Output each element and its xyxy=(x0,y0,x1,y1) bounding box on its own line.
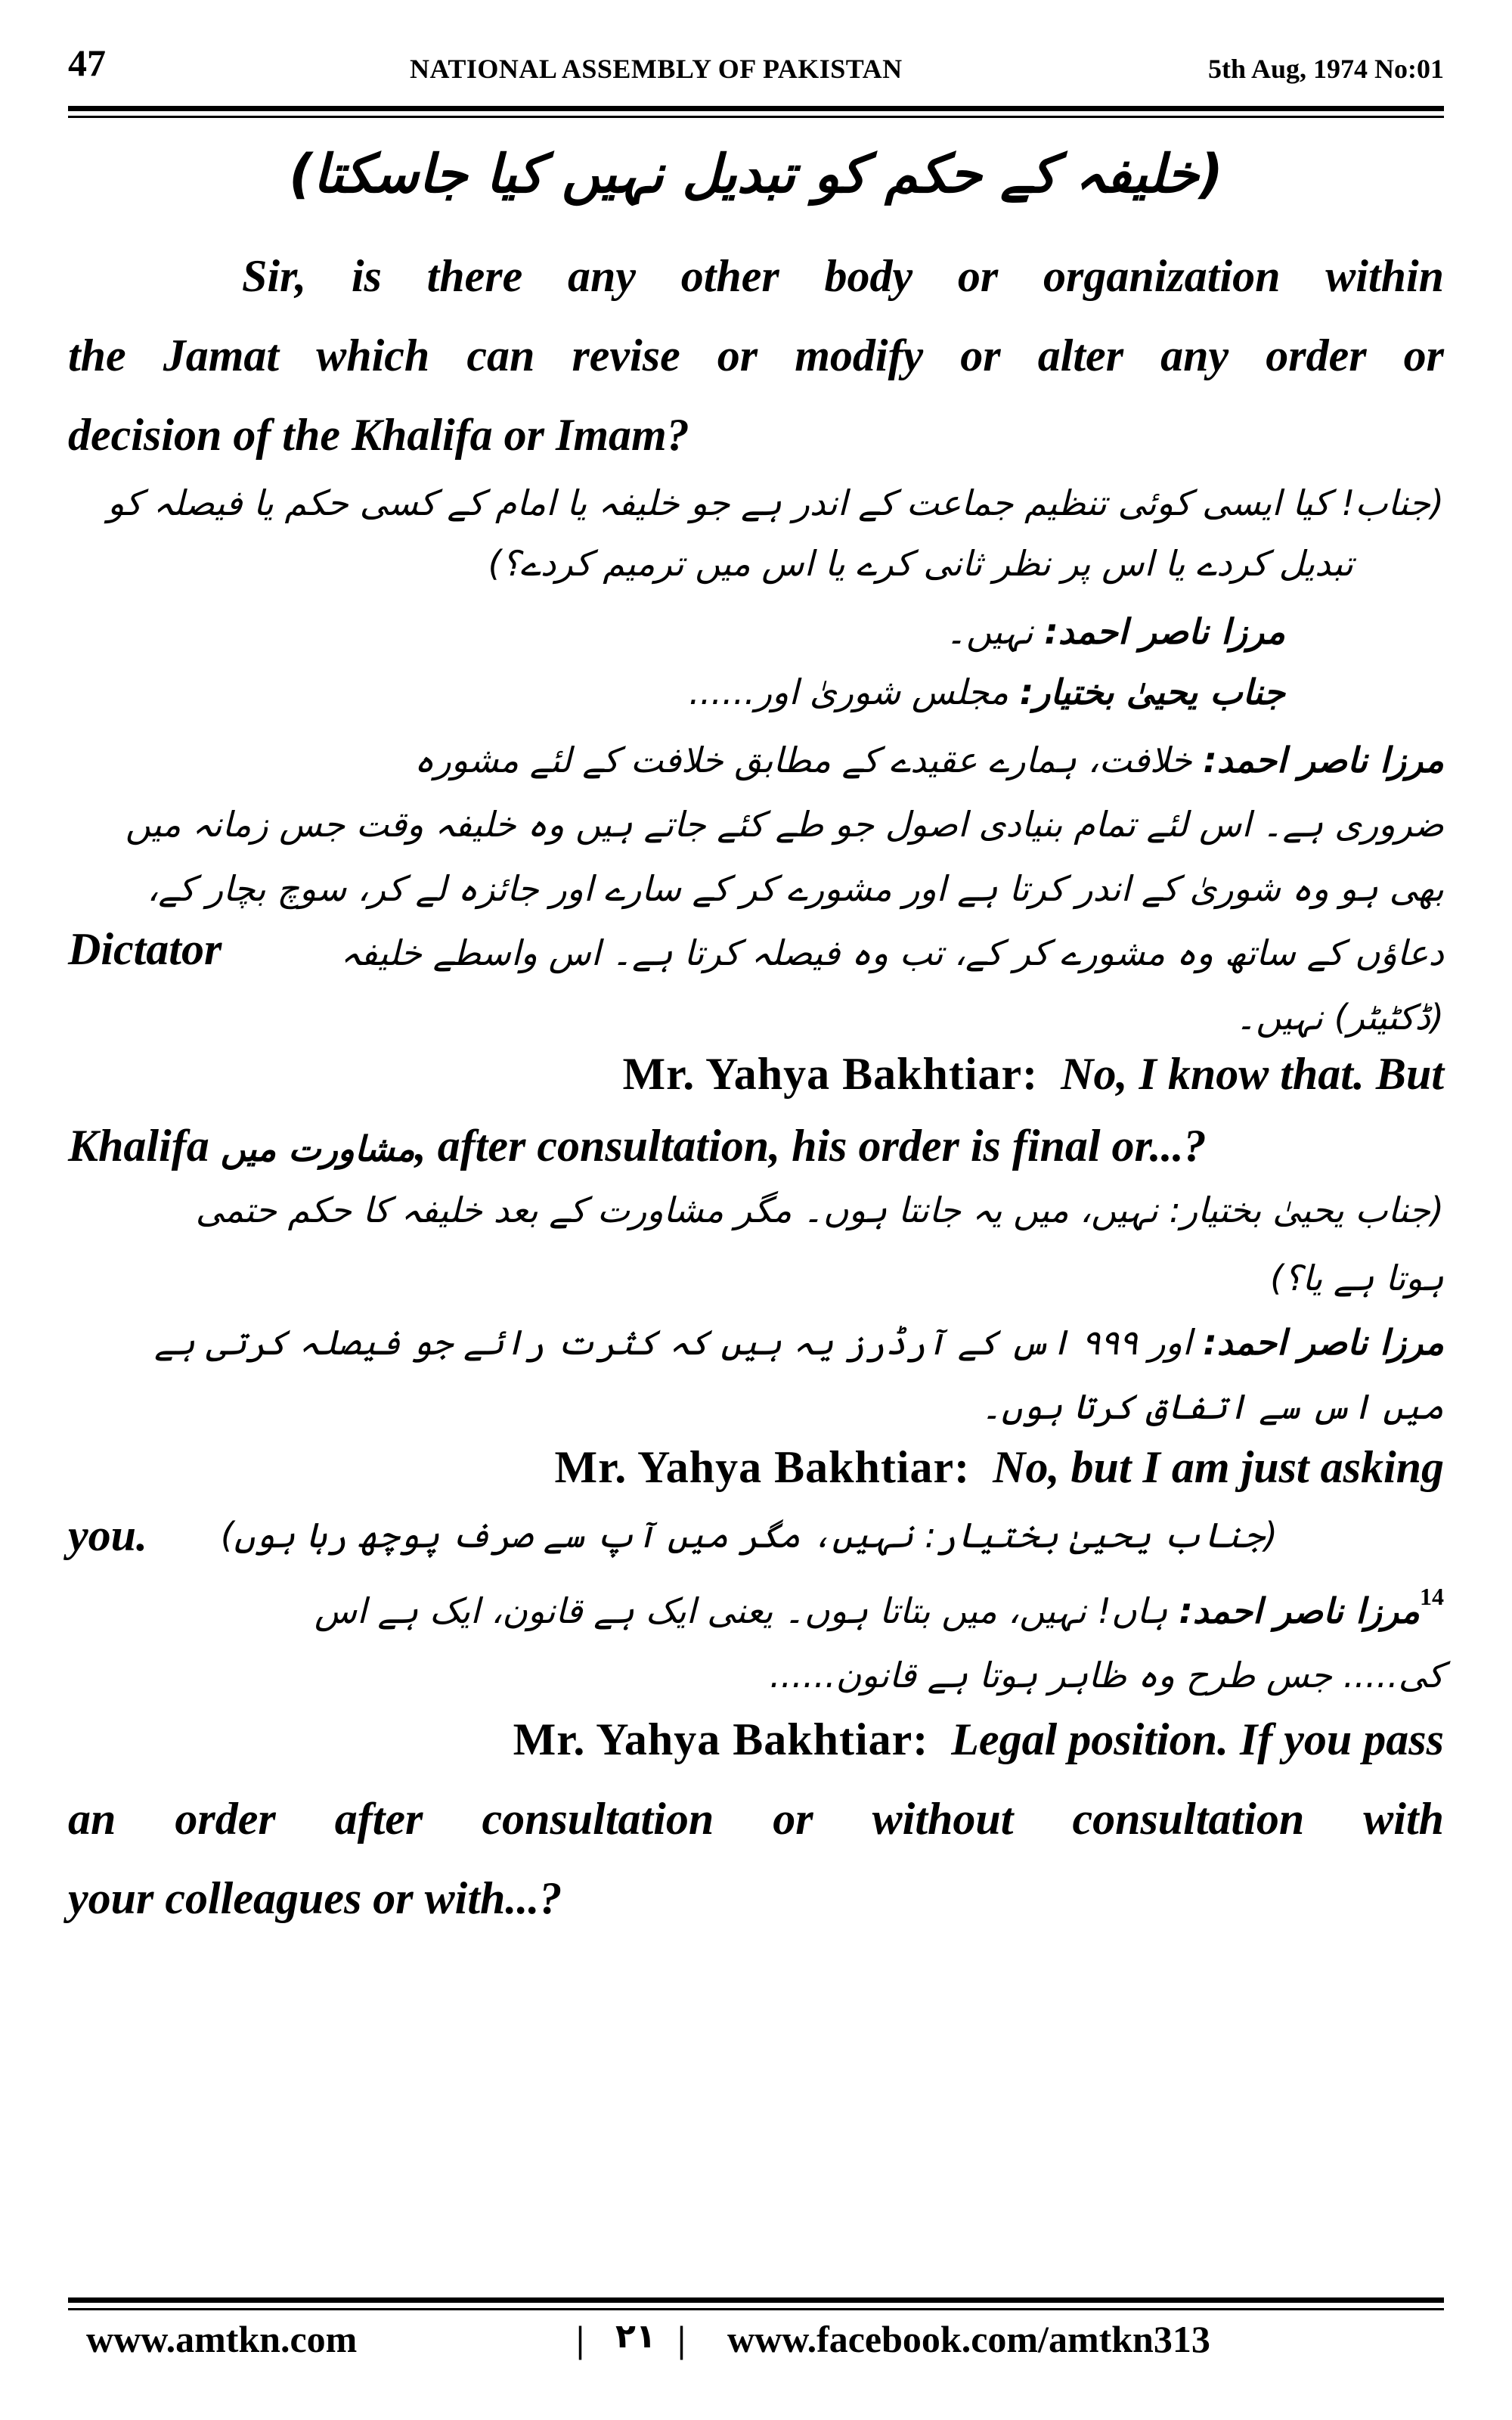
header-date: 5th Aug, 1974 No:01 xyxy=(1207,54,1444,84)
dictator-en: Dictator xyxy=(68,924,222,974)
facebook-link[interactable]: www.facebook.com/amtkn313 xyxy=(727,2318,1210,2360)
answer-2-line-3: بھی ہو وہ شوریٰ کے اندر کرتا ہے اور مشورے کر کے سارے اور جائزہ لے کر، سوچ بچار کے، xyxy=(147,868,1444,909)
answer-2-text-4: دعاؤں کے ساتھ وہ مشورے کر کے، تب وہ فیصلہ کرتا ہے۔ اس واسطے خلیفہ xyxy=(340,932,1444,973)
footer-page-number: ۲۱ xyxy=(615,2317,656,2356)
question-en-line-2: the Jamat which can revise or modify or alter any order or xyxy=(68,330,1444,380)
page-number: 47 xyxy=(68,42,106,84)
document-page xyxy=(68,30,1444,2390)
yahya-2-line-2-ur: (جناب یحییٰ بختیار: نہیں، مگر میں آپ سے صرف پوچھ رہا ہوں) xyxy=(220,1515,1278,1556)
speaker-mirza: مرزا ناصر احمد: xyxy=(1179,1590,1420,1631)
speaker-yahya-en: Mr. Yahya Bakhtiar: xyxy=(513,1714,929,1764)
page-header xyxy=(68,41,1444,101)
speaker-yahya-en: Mr. Yahya Bakhtiar: xyxy=(622,1049,1039,1099)
yahya-1-line-1: Mr. Yahya Bakhtiar: No, I know that. But xyxy=(622,1049,1444,1099)
footer-rule-thin xyxy=(68,2308,1444,2310)
footer-separator: | xyxy=(576,2318,585,2360)
answer-2-line-4 xyxy=(340,930,1444,976)
footer-rule-thick xyxy=(68,2297,1444,2303)
answer-2-line-1 xyxy=(414,737,1444,783)
yahya-3-line-1: Mr. Yahya Bakhtiar: Legal position. If you pass xyxy=(513,1714,1444,1764)
question-en-line-3: decision of the Khalifa or Imam? xyxy=(68,410,689,460)
answer-3-line-2: میں اس سے اتفاق کرتا ہوں۔ xyxy=(981,1386,1444,1427)
header-title: NATIONAL ASSEMBLY OF PAKISTAN xyxy=(410,54,903,84)
answer-1-text: نہیں۔ xyxy=(946,611,1033,652)
question-ur-line-2: تبدیل کردے یا اس پر نظر ثانی کرے یا اس میں ترمیم کردے؟) xyxy=(488,543,1353,584)
yahya-2-line-1: Mr. Yahya Bakhtiar: No, but I am just asking xyxy=(554,1442,1444,1492)
answer-1 xyxy=(946,609,1285,654)
page-footer xyxy=(68,2317,1444,2378)
yahya-2-line-2-en: you. xyxy=(68,1510,147,1560)
website-link[interactable]: www.amtkn.com xyxy=(86,2318,358,2360)
question-ur-line-1: (جناب! کیا ایسی کوئی تنظیم جماعت کے اندر ہے جو خلیفہ یا امام کے کسی حکم یا فیصلہ کو xyxy=(107,482,1444,523)
yahya-3-line-3: your colleagues or with...? xyxy=(68,1873,562,1923)
answer-4-line-2: کی..... جس طرح وہ ظاہر ہوتا ہے قانون...... xyxy=(769,1655,1444,1696)
section-heading-urdu: (خلیفہ کے حکم کو تبدیل نہیں کیا جاسکتا) xyxy=(289,143,1223,205)
yahya-3-line-2: an order after consultation or without consultation with xyxy=(68,1794,1444,1844)
header-rule-thick xyxy=(68,106,1444,111)
answer-2-line-5: (ڈکٹیٹر) نہیں۔ xyxy=(1235,997,1444,1038)
bakhtiar-1-text: مجلس شوریٰ اور...... xyxy=(689,672,1009,712)
answer-3-line-1: مرزا ناصر احمد: اور ۹۹۹ اس کے آرڈرز یہ ہیں کہ کثرت رائے جو فیصلہ کرتی ہے xyxy=(154,1322,1444,1363)
yahya-1-ur-line-2: ہوتا ہے یا؟) xyxy=(1270,1258,1444,1298)
answer-4-line-1: $^{14}$مرزا ناصر احمد: ہاں! نہیں، میں بتاتا ہوں۔ یعنی ایک ہے قانون، ایک ہے اس xyxy=(314,1583,1444,1631)
yahya-1-line-2: Khalifa مشاورت میں, after consultation, his order is final or...? xyxy=(68,1121,1207,1171)
yahya-1-ur-line-1: (جناب یحییٰ بختیار: نہیں، میں یہ جانتا ہوں۔ مگر مشاورت کے بعد خلیفہ کا حکم حتمی xyxy=(195,1190,1444,1230)
answer-2-text-1: خلافت، ہمارے عقیدے کے مطابق خلافت کے لئے مشورہ xyxy=(414,740,1192,780)
speaker-mirza: مرزا ناصر احمد: xyxy=(1203,1322,1444,1363)
footnote-marker: 14 xyxy=(1420,1583,1444,1610)
question-en-line-1: Sir, is there any other body or organization within xyxy=(242,251,1444,301)
answer-2-line-2: ضروری ہے۔ اس لئے تمام بنیادی اصول جو طے کئے جاتے ہیں وہ خلیفہ وقت جس زمانہ میں xyxy=(125,804,1444,845)
speaker-bakhtiar: جناب یحییٰ بختیار: xyxy=(1019,672,1285,712)
header-rule-thin xyxy=(68,116,1444,118)
speaker-mirza: مرزا ناصر احمد: xyxy=(1203,740,1444,780)
bakhtiar-1 xyxy=(689,669,1285,715)
speaker-mirza: مرزا ناصر احمد: xyxy=(1044,611,1285,652)
speaker-yahya-en: Mr. Yahya Bakhtiar: xyxy=(554,1442,971,1492)
footer-separator: | xyxy=(677,2318,686,2360)
